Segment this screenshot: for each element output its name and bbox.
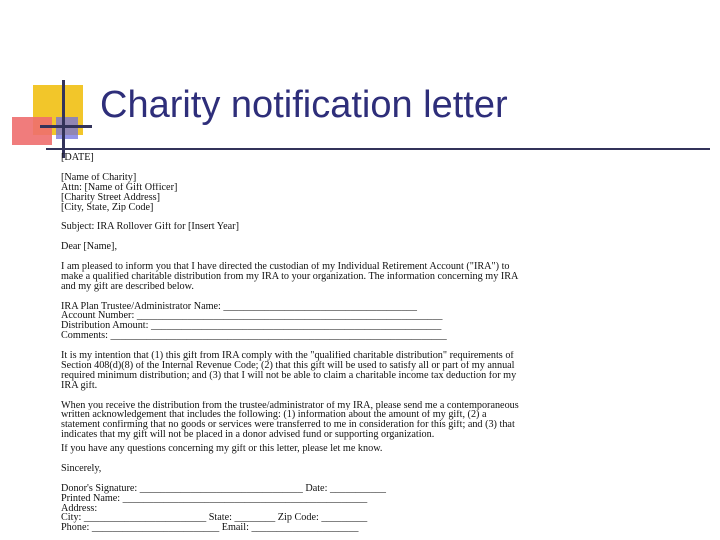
letter-intention-line: IRA gift.: [61, 380, 98, 391]
letter-intro-line: make a qualified charitable distribution from my IRA to your organization. The information concerning my IRA: [61, 271, 519, 282]
letter-address-line: [Charity Street Address]: [61, 192, 161, 203]
title-underline-rule: [46, 148, 710, 150]
letter-image: [61, 153, 561, 533]
letter-receipt-line: written acknowledgement that includes the following: (1) information about the amount of my gift, (2) a: [61, 410, 487, 421]
letter-field-line: Account Number: ____________________________________________________________: [61, 311, 443, 322]
letter-questions: If you have any questions concerning my gift or this letter, please let me know.: [61, 444, 383, 455]
letter-signature-line: City: ________________________ State: ________ Zip Code: _________: [61, 513, 368, 524]
decor-red-square: [12, 117, 52, 145]
letter-intention-line: It is my intention that (1) this gift from IRA comply with the "qualified charitable distribution" requirements of: [61, 351, 514, 361]
letter-salutation: Dear [Name],: [61, 242, 117, 253]
letter-closing: Sincerely,: [61, 463, 102, 474]
letter-address-line: Attn: [Name of Gift Officer]: [61, 182, 178, 193]
decor-vertical-line: [62, 80, 65, 158]
slide-title: Charity notification letter: [100, 84, 508, 126]
letter-receipt-line: indicates that my gift will not be placed in a donor advised fund or supporting organization.: [61, 430, 435, 441]
letter-signature-line: Phone: _________________________ Email: _____________________: [61, 523, 359, 534]
decor-horizontal-line: [40, 125, 92, 128]
letter-receipt-line: When you receive the distribution from the trustee/administrator of my IRA, please send me a contemporaneous: [61, 400, 519, 411]
letter-signature-line: Address:: [61, 503, 98, 514]
decor-blue-square: [56, 117, 78, 139]
letter-receipt-line: statement confirming that no goods or services were transferred to me in consideration for this gift; and (3) that: [61, 420, 515, 431]
letter-intention-line: required minimum distribution; and (3) that I will not be able to claim a charitable income tax deduction for my: [61, 370, 517, 381]
letter-subject: Subject: IRA Rollover Gift for [Insert Year]: [61, 222, 239, 233]
letter-address-line: [City, State, Zip Code]: [61, 202, 154, 213]
letter-signature-line: Donor's Signature: ________________________________ Date: ___________: [61, 483, 386, 494]
letter-intention-line: Section 408(d)(8) of the Internal Revenue Code; (2) that this gift will be used to satisfy all or part of my annual: [61, 360, 515, 371]
letter-field-line: Comments: __________________________________________________________________: [61, 331, 447, 342]
letter-signature-line: Printed Name: ________________________________________________: [61, 493, 368, 504]
letter-address-line: [Name of Charity]: [61, 172, 137, 183]
letter-intro-line: and my gift are described below.: [61, 281, 194, 292]
letter-field-line: Distribution Amount: _________________________________________________________: [61, 321, 442, 332]
letter-field-line: IRA Plan Trustee/Administrator Name: ______________________________________: [61, 301, 417, 312]
letter-date: [DATE]: [61, 153, 94, 163]
letter-intro-line: I am pleased to inform you that I have directed the custodian of my Individual Retirement Account ("IRA") to: [61, 261, 510, 272]
